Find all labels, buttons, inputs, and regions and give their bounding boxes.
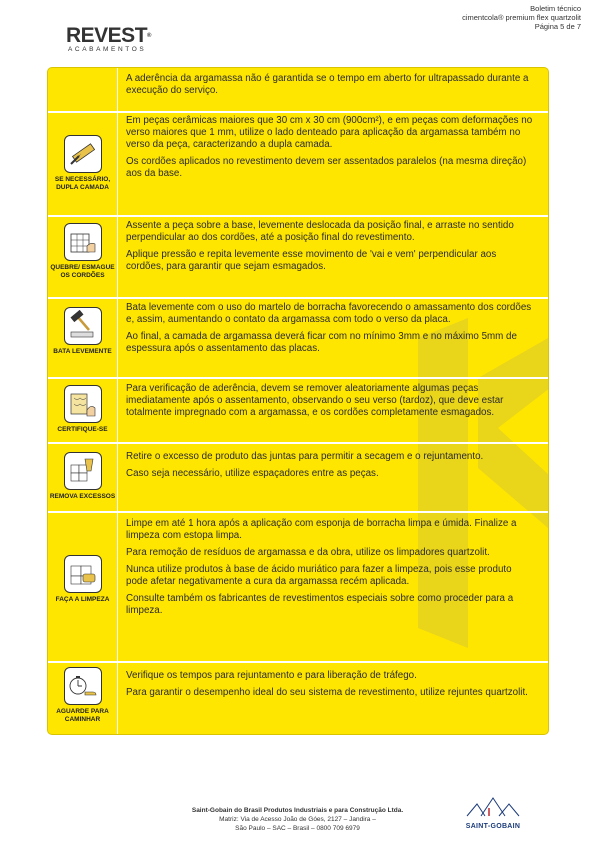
row4-para-0: Para verificação de aderência, devem se remover aleatoriamente algumas peças imediatamente após o assentamento, observando o seu verso (tardoz), que deve estar totalmente impregnado com a argamassa, e os cordões completamente esmagados.: [126, 383, 504, 418]
row-aguarde-caminhar: [48, 663, 548, 734]
tile-check-icon: [64, 385, 102, 423]
hammer-icon: [64, 307, 102, 345]
revest-logo: [66, 26, 151, 53]
row-quebre-cordoes: [48, 217, 548, 297]
logo-sub-text: ACABAMENTOS: [68, 46, 147, 53]
row2-para-0: Assente a peça sobre a base, levemente deslocada da posição final, e arraste no sentido perpendicular ao dos cordões, até a posição final do revestimento.: [126, 220, 514, 243]
footer-contact: São Paulo – SAC – Brasil – 0800 709 6979: [235, 825, 360, 832]
building-icon: [463, 796, 523, 818]
row7-para-0: Verifique os tempos para rejuntamento e para liberação de tráfego.: [126, 670, 417, 681]
row1-para-1: Os cordões aplicados no revestimento devem ser assentados paralelos (na mesma direção) aos da base.: [126, 156, 527, 179]
footer-company: Saint-Gobain do Brasil Produtos Industriais e para Construção Ltda.: [191, 807, 404, 814]
row0-para-0: A aderência da argamassa não é garantida se o tempo em aberto for ultrapassado durante a execução do serviço.: [126, 73, 529, 96]
row1-para-0: Em peças cerâmicas maiores que 30 cm x 30 cm (900cm²), e em peças com deformações no verso maiores que 1 mm, utilize o lado denteado para aplicação da argamassa também no verso da peça, caracterizando a dupla camada.: [126, 115, 533, 150]
row-remova-excessos: [48, 444, 548, 511]
row5-para-1: Caso seja necessário, utilize espaçadores entre as peças.: [126, 468, 379, 479]
row4-label: CERTIFIQUE-SE: [57, 426, 108, 433]
row-certifique-se: [48, 379, 548, 442]
row1-label: SE NECESSÁRIO, DUPLA CAMADA: [54, 176, 111, 191]
logo-main-text: REVEST: [66, 24, 148, 47]
row6-label: FAÇA A LIMPEZA: [55, 596, 110, 603]
footer-address: Matriz: Via de Acesso João de Góes, 2127 – Jandira –: [219, 816, 376, 823]
sponge-clean-icon: [64, 555, 102, 593]
row7-para-1: Para garantir o desempenho ideal do seu sistema de revestimento, utilize rejuntes quartzolit.: [126, 687, 528, 698]
row-faca-limpeza: [48, 513, 548, 661]
grid-scrape-icon: [64, 452, 102, 490]
header-line-1: Boletim técnico: [530, 4, 581, 13]
timer-shoe-icon: [64, 667, 102, 705]
row6-para-3: Consulte também os fabricantes de revestimentos especiais sobre como proceder para a limpeza.: [126, 593, 514, 616]
trowel-icon: [64, 135, 102, 173]
row-dupla-camada: [48, 113, 548, 215]
saint-gobain-text: SAINT-GOBAIN: [465, 823, 521, 830]
row5-label: REMOVA EXCESSOS: [49, 493, 116, 500]
row-tempo-aberto: [48, 68, 548, 111]
instruction-table: [47, 67, 549, 735]
row2-label: QUEBRE/ ESMAGUE OS CORDÕES: [50, 264, 115, 279]
saint-gobain-logo: [463, 796, 523, 830]
tile-press-icon: [64, 223, 102, 261]
header-line-3: Página 5 de 7: [534, 22, 581, 31]
row-bata-levemente: [48, 299, 548, 377]
header-line-2: cimentcola® premium flex quartzolit: [462, 13, 581, 22]
row3-para-0: Bata levemente com o uso do martelo de borracha favorecendo o amassamento dos cordões e, assim, aumentando o contato da argamassa com todo o verso da placa.: [126, 302, 532, 325]
row3-para-1: Ao final, a camada de argamassa deverá ficar com no mínimo 3mm e no máximo 5mm de espessura após o assentamento das placas.: [126, 331, 517, 354]
row6-para-1: Para remoção de resíduos de argamassa e da obra, utilize os limpadores quartzolit.: [126, 547, 490, 558]
row3-label: BATA LEVEMENTE: [53, 348, 112, 355]
row5-para-0: Retire o excesso de produto das juntas para permitir a secagem e o rejuntamento.: [126, 451, 484, 462]
row2-para-1: Aplique pressão e repita levemente esse movimento de 'vai e vem' perpendicular aos cordões, para garantir que sejam esmagados.: [126, 249, 497, 272]
row6-para-0: Limpe em até 1 hora após a aplicação com esponja de borracha limpa e úmida. Finalize a limpeza com estopa limpa.: [126, 518, 517, 541]
row6-para-2: Nunca utilize produtos à base de ácido muriático para fazer a limpeza, pois esse produto pode afetar negativamente a cura da argamassa recém aplicada.: [126, 564, 512, 587]
row7-label: AGUARDE PARA CAMINHAR: [56, 708, 109, 723]
header-info: [462, 4, 581, 31]
logo-registered: ®: [147, 33, 151, 39]
